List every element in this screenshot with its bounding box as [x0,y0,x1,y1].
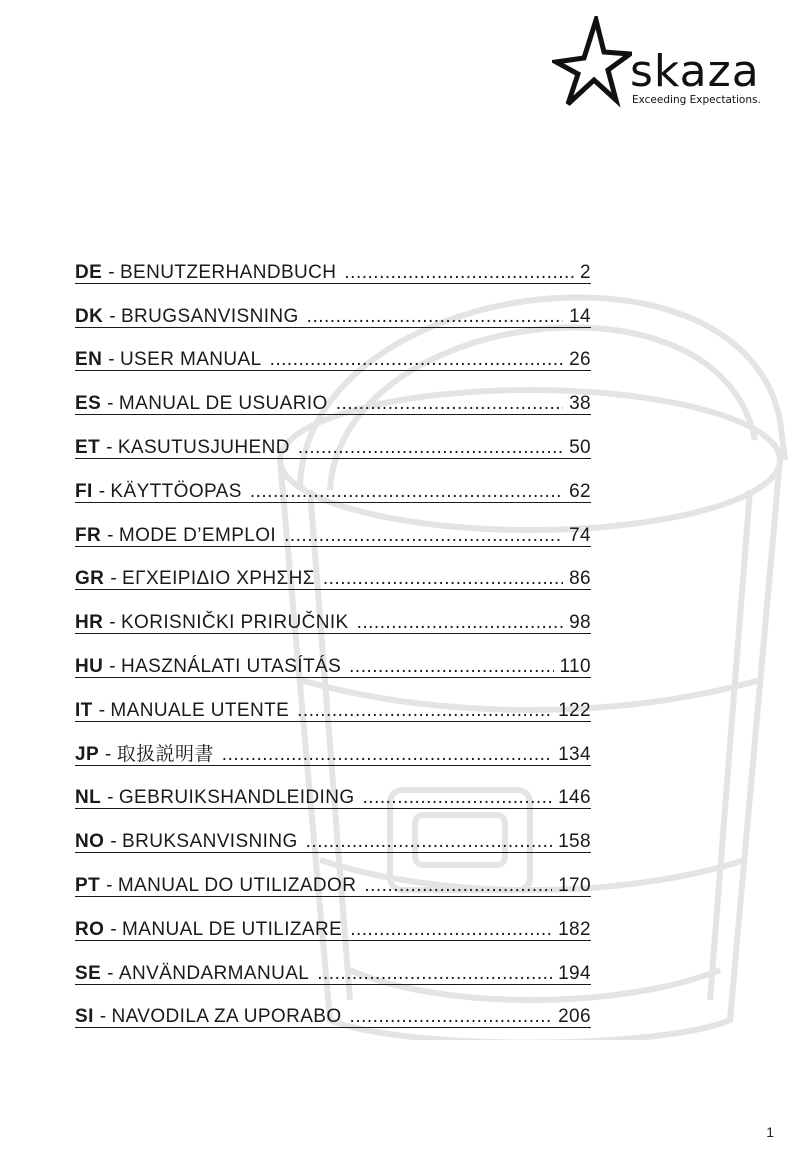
toc-title: KORISNIČKI PRIRUČNIK [120,612,349,634]
toc-title: BENUTZERHANDBUCH [119,261,337,283]
toc-language-code: DE [75,261,103,283]
toc-title: HASZNÁLATI UTASÍTÁS [120,655,342,677]
toc-row[interactable] [75,897,591,941]
toc-separator: - [107,393,114,415]
toc-page-number: 134 [558,743,591,765]
toc-leader-dots [350,920,552,939]
toc-row[interactable] [75,547,591,591]
toc-leader-dots [222,745,552,764]
toc-row[interactable] [75,284,591,328]
toc-language-code: ET [75,436,101,458]
toc-language-code: SE [75,962,102,984]
toc-separator: - [109,612,116,634]
toc-row[interactable] [75,459,591,503]
toc-page-number: 74 [569,524,591,546]
toc-separator: - [108,261,115,283]
toc-separator: - [98,480,106,502]
toc-title: USER MANUAL [119,349,262,371]
toc-leader-dots [298,438,563,457]
toc-page-number: 122 [558,699,591,721]
toc-title: 取扱説明書 [116,743,214,765]
toc-page-number: 2 [580,261,591,283]
toc-title: ΕΓΧΕΙΡΙΔΙΟ ΧΡΗΣΗΣ [122,568,315,590]
toc-leader-dots [349,657,553,676]
toc-row[interactable] [75,722,591,766]
toc-page-number: 170 [558,874,591,896]
toc-page-number: 86 [569,568,591,590]
toc-separator: - [106,874,113,896]
toc-leader-dots [336,394,563,413]
toc-row[interactable] [75,328,591,372]
toc-language-code: NO [75,831,105,853]
toc-separator: - [110,568,118,590]
toc-language-code: FI [75,480,93,502]
toc-page-number: 62 [569,480,591,502]
toc-page-number: 98 [569,612,591,634]
toc-page-number: 110 [559,655,591,677]
toc-leader-dots [363,788,553,807]
toc-row[interactable] [75,809,591,853]
toc-separator: - [109,305,116,327]
toc-title: BRUGSANVISNING [120,305,299,327]
toc-page-number: 146 [558,787,591,809]
toc-language-code: PT [75,874,101,896]
toc-page-number: 50 [569,436,591,458]
toc-title: BRUKSANVISNING [122,831,298,853]
toc-leader-dots [250,482,563,501]
toc-leader-dots [344,263,574,282]
toc-title: MANUAL DE USUARIO [118,393,328,415]
toc-language-code: IT [75,699,93,721]
toc-separator: - [107,962,114,984]
toc-title: GEBRUIKSHANDLEIDING [118,787,355,809]
toc-leader-dots [284,526,563,545]
brand-tagline: Exceeding Expectations. [632,94,761,106]
toc-language-code: HU [75,655,104,677]
toc-page-number: 158 [558,831,591,853]
toc-title: NAVODILA ZA UPORABO [111,1006,342,1028]
toc-language-code: DK [75,305,104,327]
toc-separator: - [109,655,116,677]
toc-separator: - [98,699,106,721]
toc-separator: - [108,349,115,371]
toc-leader-dots [323,569,563,588]
toc-title: MANUAL DO UTILIZADOR [117,874,357,896]
toc-title: MANUAL DE UTILIZARE [122,918,343,940]
toc-page-number: 26 [569,349,591,371]
toc-row[interactable] [75,415,591,459]
toc-title: MODE D’EMPLOI [118,524,277,546]
toc-page-number: 38 [569,393,591,415]
toc-title: MANUALE UTENTE [110,699,290,721]
toc-separator: - [107,524,114,546]
brand-logo [552,16,782,112]
toc-row[interactable] [75,634,591,678]
toc-language-code: FR [75,524,102,546]
toc-row[interactable] [75,985,591,1029]
toc-row[interactable] [75,853,591,897]
toc-row[interactable] [75,503,591,547]
toc-row[interactable] [75,240,591,284]
toc-row[interactable] [75,590,591,634]
toc-title: KÄYTTÖOPAS [110,480,242,502]
toc-leader-dots [270,350,563,369]
toc-separator: - [99,1006,107,1028]
toc-leader-dots [357,613,563,632]
toc-row[interactable] [75,371,591,415]
toc-language-code: HR [75,612,104,634]
brand-name: skaza [630,46,760,97]
toc-separator: - [105,743,112,765]
toc-page-number: 194 [558,962,591,984]
toc-leader-dots [317,964,552,983]
toc-separator: - [110,831,118,853]
toc-language-code: GR [75,568,105,590]
table-of-contents [75,240,591,1028]
toc-separator: - [106,436,113,458]
toc-page-number: 206 [558,1006,591,1028]
toc-language-code: SI [75,1006,94,1028]
toc-language-code: NL [75,787,102,809]
toc-row[interactable] [75,766,591,810]
toc-title: ANVÄNDARMANUAL [118,962,310,984]
toc-language-code: ES [75,393,102,415]
toc-language-code: JP [75,743,100,765]
toc-row[interactable] [75,678,591,722]
toc-leader-dots [350,1007,553,1026]
toc-title: KASUTUSJUHEND [117,436,290,458]
page-number: 1 [766,1124,774,1140]
toc-separator: - [110,918,118,940]
toc-separator: - [107,787,114,809]
toc-row[interactable] [75,941,591,985]
toc-language-code: RO [75,918,105,940]
toc-page-number: 14 [569,305,591,327]
toc-leader-dots [306,832,552,851]
star-icon [552,16,632,112]
toc-leader-dots [297,701,552,720]
toc-language-code: EN [75,349,103,371]
toc-page-number: 182 [558,918,591,940]
toc-leader-dots [307,307,563,326]
toc-leader-dots [364,876,552,895]
